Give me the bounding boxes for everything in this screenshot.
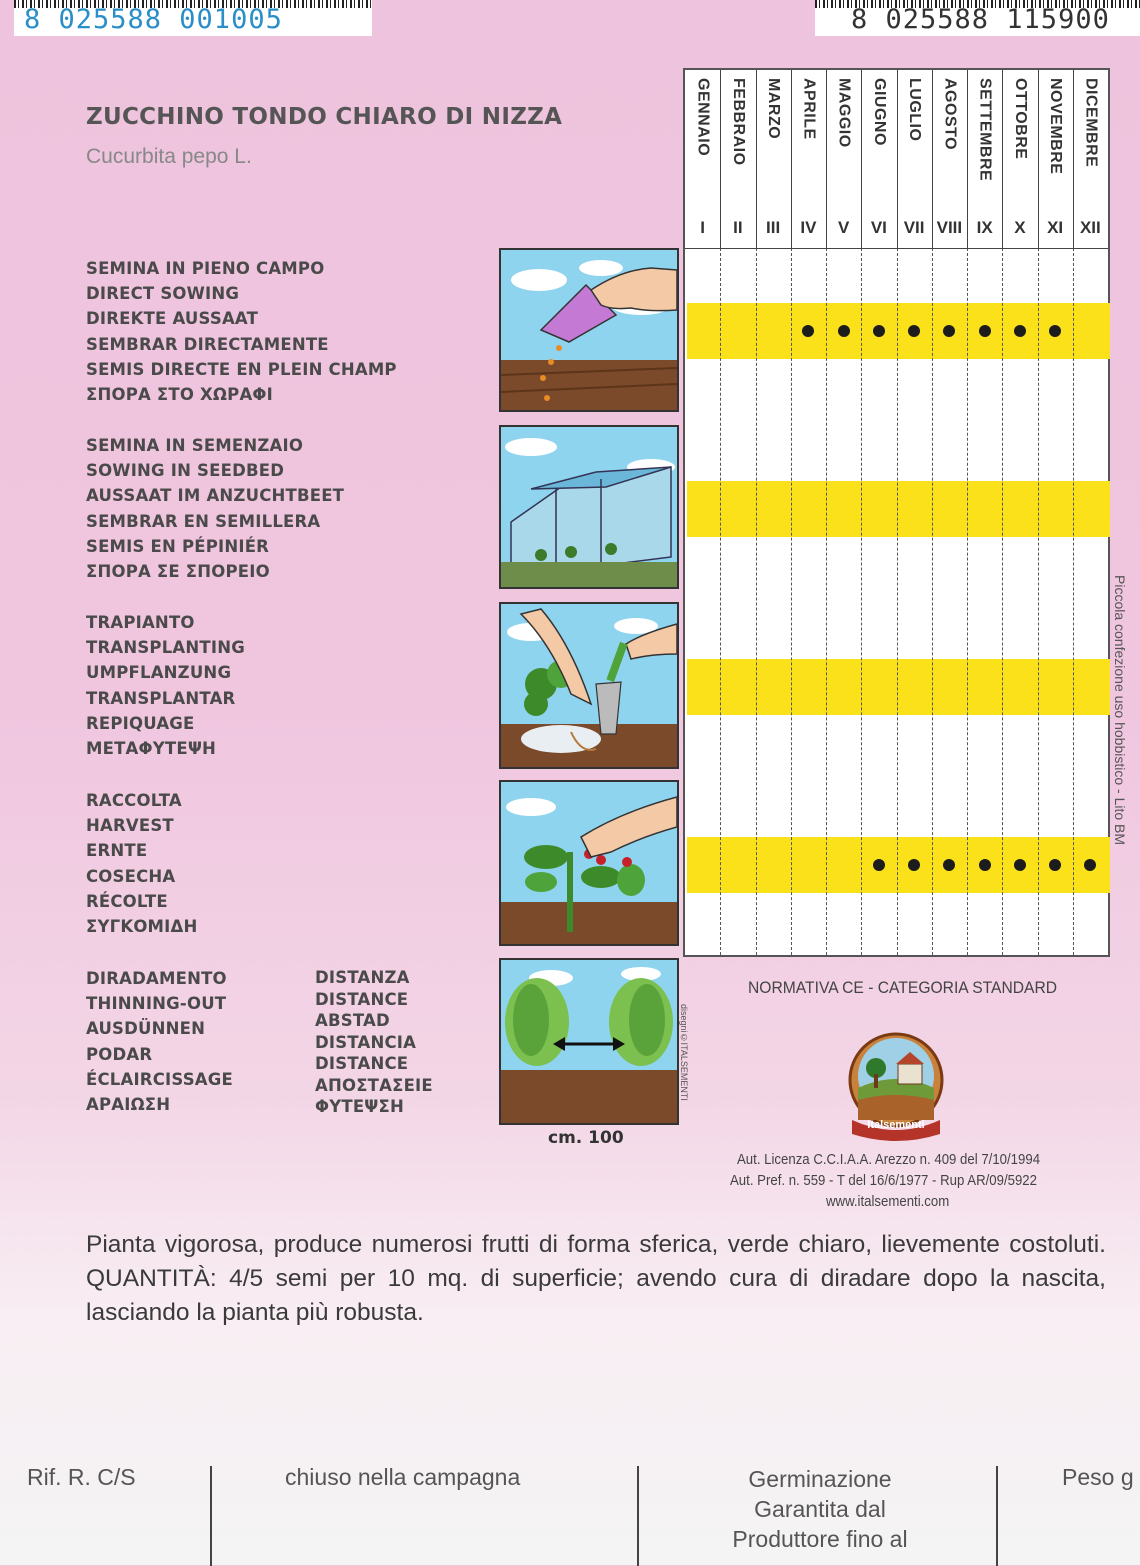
- sowing-calendar: [683, 68, 1110, 957]
- distance-line: ΦΥΤΕΨΣΗ: [315, 1097, 404, 1116]
- transplanting-illustration: [499, 602, 679, 769]
- month-roman-numeral: XI: [1047, 218, 1064, 237]
- month-column: [861, 70, 896, 955]
- footer-weight: Peso g: [1062, 1464, 1134, 1490]
- column-divider-dashed: [1073, 248, 1074, 955]
- month-column: [756, 70, 791, 955]
- month-name: APRILE: [800, 78, 818, 140]
- activity-line: COSECHA: [86, 866, 176, 886]
- activity-line: DIRECT SOWING: [86, 284, 240, 304]
- month-roman-numeral: II: [733, 218, 743, 237]
- column-divider: [826, 70, 827, 248]
- germination-line: Produttore fino al: [732, 1526, 908, 1552]
- activity-line: SEMINA IN PIENO CAMPO: [86, 259, 325, 278]
- activity-line: TRANSPLANTING: [86, 638, 245, 658]
- activity-line: AUSDÜNNEN: [86, 1019, 206, 1039]
- distance-line: DISTANCE: [315, 1054, 409, 1073]
- calendar-dot: [873, 325, 885, 337]
- activity-line: RÉCOLTE: [86, 891, 168, 911]
- month-name: NOVEMBRE: [1047, 78, 1065, 175]
- germination-line: Germinazione: [748, 1466, 892, 1492]
- month-column: [1038, 70, 1073, 955]
- calendar-dot: [838, 325, 850, 337]
- barcode-digits-left: 8 025588 001005: [24, 4, 283, 35]
- column-divider: [1038, 70, 1039, 248]
- month-column: [1002, 70, 1037, 955]
- month-roman-numeral: IX: [976, 218, 993, 237]
- header-rule: [685, 248, 1108, 249]
- distance-value: cm. 100: [548, 1128, 624, 1148]
- activity-line: SEMINA IN SEMENZAIO: [86, 436, 304, 455]
- calendar-dot: [1014, 859, 1026, 871]
- activity-direct-sowing: [86, 256, 397, 407]
- calendar-dot: [979, 325, 991, 337]
- activity-seedbed: [86, 433, 344, 584]
- barcode-left: [14, 0, 372, 36]
- column-divider-dashed: [826, 248, 827, 955]
- distance-line: DISTANCE: [315, 989, 409, 1009]
- month-roman-numeral: IV: [800, 218, 817, 237]
- month-column: [932, 70, 967, 955]
- column-divider-dashed: [1038, 248, 1039, 955]
- month-name: MAGGIO: [835, 78, 853, 148]
- footer-germination: [700, 1464, 940, 1554]
- activity-line: TRANSPLANTAR: [86, 688, 236, 708]
- illustration-credit: disegni©ITALSEMENTI: [679, 1004, 689, 1101]
- month-column: [720, 70, 755, 955]
- month-column: [685, 70, 720, 955]
- month-name: OTTOBRE: [1011, 78, 1029, 160]
- distance-line: DISTANZA: [315, 968, 410, 987]
- activity-harvest: [86, 788, 197, 939]
- direct-sowing-illustration: [499, 248, 679, 412]
- column-divider: [1002, 70, 1003, 248]
- activity-line: THINNING-OUT: [86, 994, 227, 1014]
- distance-labels: [315, 967, 433, 1118]
- calendar-dot: [873, 859, 885, 871]
- month-column: [967, 70, 1002, 955]
- activity-line: ΑΡΑΙΩΣΗ: [86, 1095, 171, 1115]
- distance-line: DISTANCIA: [315, 1032, 417, 1052]
- column-divider-dashed: [720, 248, 721, 955]
- month-roman-numeral: VI: [870, 218, 887, 237]
- calendar-dot: [1014, 325, 1026, 337]
- normativa-label: NORMATIVA CE - CATEGORIA STANDARD: [748, 978, 1058, 997]
- activity-line: ÉCLAIRCISSAGE: [86, 1069, 233, 1089]
- activity-line: REPIQUAGE: [86, 713, 195, 733]
- activity-line: DIRADAMENTO: [86, 969, 227, 988]
- month-column: [897, 70, 932, 955]
- activity-line: UMPFLANZUNG: [86, 663, 232, 683]
- column-divider: [861, 70, 862, 248]
- seedbed-illustration: [499, 425, 679, 589]
- authorization-line-2: Aut. Pref. n. 559 - T del 16/6/1977 - Rup AR/09/5922: [730, 1172, 1037, 1189]
- activity-thinning: [86, 966, 233, 1117]
- activity-line: SEMIS EN PÉPINIÉR: [86, 536, 270, 556]
- calendar-dot: [979, 859, 991, 871]
- product-title: ZUCCHINO TONDO CHIARO DI NIZZA: [86, 104, 563, 130]
- month-name: AGOSTO: [941, 78, 959, 151]
- barcode-right: [815, 0, 1140, 36]
- month-name: FEBBRAIO: [729, 78, 747, 166]
- activity-line: HARVEST: [86, 816, 174, 836]
- barcode-digits-right: 8 025588 115900: [851, 4, 1110, 35]
- month-roman-numeral: VII: [903, 218, 925, 237]
- month-roman-numeral: X: [1014, 218, 1026, 237]
- column-divider: [1073, 70, 1074, 248]
- month-name: MARZO: [765, 78, 783, 140]
- column-divider: [756, 70, 757, 248]
- month-roman-numeral: XII: [1079, 218, 1101, 237]
- column-divider-dashed: [967, 248, 968, 955]
- footer-divider: [637, 1466, 639, 1566]
- footer-ref: Rif. R. C/S: [27, 1464, 136, 1490]
- column-divider-dashed: [791, 248, 792, 955]
- italsementi-logo: [846, 1030, 946, 1146]
- product-description: Pianta vigorosa, produce numerosi frutti di forma sferica, verde chiaro, lievemente costoluti. QUANTITÀ: 4/5 semi per 10 mq. di superficie; avendo cura di diradare dopo la nascita, lasciando la pianta più robusta.: [86, 1231, 1106, 1326]
- distance-line: ΑΠΟΣΤΑΣΕΙΕ: [315, 1075, 433, 1095]
- thinning-illustration: [499, 958, 679, 1125]
- side-text: Piccola confezione uso hobbistico - Lito BM: [1112, 575, 1128, 846]
- column-divider: [791, 70, 792, 248]
- activity-line: ΣΠΟΡΑ ΣΕ ΣΠΟΡΕΙΟ: [86, 562, 270, 582]
- website: www.italsementi.com: [826, 1193, 950, 1210]
- month-roman-numeral: V: [837, 218, 850, 237]
- activity-line: DIREKTE AUSSAAT: [86, 309, 259, 329]
- activity-line: ERNTE: [86, 841, 148, 861]
- activity-line: ΜΕΤΑΦΥΤΕΨΗ: [86, 739, 217, 759]
- activity-line: ΣΠΟΡΑ ΣΤΟ ΧΩΡΑΦΙ: [86, 385, 273, 405]
- column-divider-dashed: [1002, 248, 1003, 955]
- month-column: [1073, 70, 1108, 955]
- column-divider-dashed: [861, 248, 862, 955]
- activity-line: AUSSAAT IM ANZUCHTBEET: [86, 486, 345, 506]
- month-name: SETTEMBRE: [976, 78, 994, 182]
- distance-line: ABSTAD: [315, 1011, 390, 1030]
- harvest-illustration: [499, 780, 679, 946]
- column-divider: [720, 70, 721, 248]
- month-name: GIUGNO: [870, 78, 888, 146]
- activity-line: ΣΥΓΚΟΜΙΔΗ: [86, 917, 198, 937]
- month-roman-numeral: VIII: [936, 218, 963, 237]
- activity-line: SOWING IN SEEDBED: [86, 461, 285, 481]
- footer-divider: [210, 1466, 212, 1566]
- month-name: DICEMBRE: [1082, 78, 1100, 168]
- activity-line: RACCOLTA: [86, 791, 182, 810]
- column-divider-dashed: [897, 248, 898, 955]
- authorization-line-1: Aut. Licenza C.C.I.A.A. Arezzo n. 409 del 7/10/1994: [737, 1151, 1041, 1168]
- column-divider-dashed: [756, 248, 757, 955]
- activity-line: TRAPIANTO: [86, 613, 195, 632]
- activity-line: SEMBRAR EN SEMILLERA: [86, 511, 321, 531]
- brand-name: Italsementi: [867, 1119, 925, 1131]
- column-divider: [932, 70, 933, 248]
- month-column: [826, 70, 861, 955]
- activity-transplanting: [86, 610, 245, 761]
- column-divider: [897, 70, 898, 248]
- product-latin-name: Cucurbita pepo L.: [86, 145, 252, 168]
- month-roman-numeral: I: [700, 218, 705, 237]
- month-name: GENNAIO: [694, 78, 712, 157]
- activity-line: SEMBRAR DIRECTAMENTE: [86, 334, 329, 354]
- month-roman-numeral: III: [766, 218, 781, 237]
- activity-line: PODAR: [86, 1044, 153, 1064]
- column-divider: [967, 70, 968, 248]
- footer-divider: [996, 1466, 998, 1566]
- month-name: LUGLIO: [906, 78, 924, 142]
- column-divider-dashed: [932, 248, 933, 955]
- month-column: [791, 70, 826, 955]
- germination-line: Garantita dal: [754, 1496, 886, 1522]
- footer-closed: chiuso nella campagna: [285, 1464, 521, 1490]
- activity-line: SEMIS DIRECTE EN PLEIN CHAMP: [86, 359, 397, 379]
